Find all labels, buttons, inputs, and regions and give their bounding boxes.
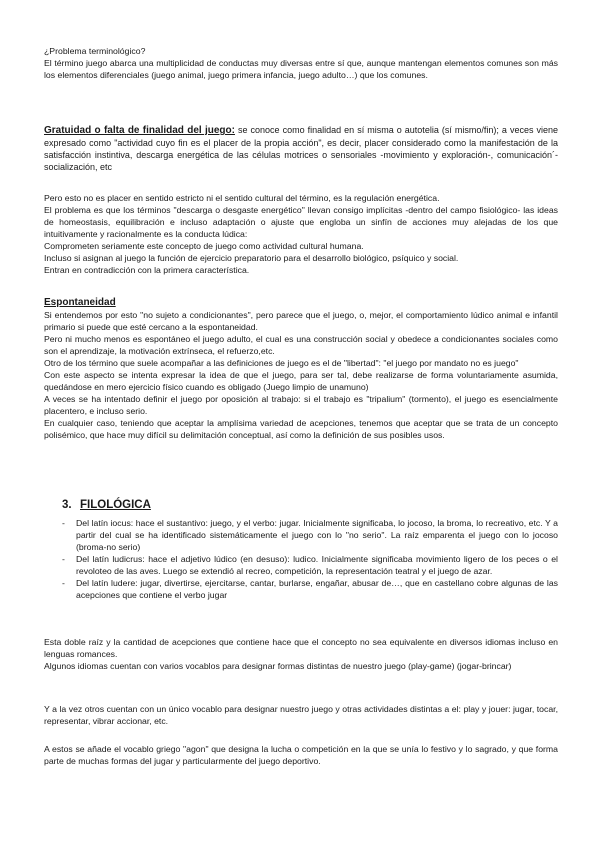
play-paragraph-block (44, 703, 558, 727)
gratuidad-text: se conoce como finalidad en sí misma o autotelia (sí mismo/fin); a veces viene expresado como "actividad cuyo fin es el placer de la propia acción", es decir, placer considerado como la manifestación de la satisfacción instintiva, descarga energética de las células motrices o sensoriales -movimiento y exploración-, comunicación´-socialización, etc (44, 125, 558, 172)
list-item-text: Del latín iocus: hace el sustantivo: juego, y el verbo: jugar. Inicialmente significaba, lo jocoso, la broma, lo recreativo, etc. Y a partir del cual se ha identificado sistemáticamente el juego con lo "no serio". La raíz emparenta el juego con lo jocoso (broma-no serio) (76, 518, 558, 552)
espontaneidad-paragraph-3: Otro de los término que suele acompañar a las definiciones de juego es el de "libertad": "el juego por mandato no es juego" (44, 358, 519, 368)
intro-section (44, 45, 558, 81)
gratuidad-paragraph-1: Pero esto no es placer en sentido estricto ni el sentido cultural del término, es la regulación energética. (44, 193, 440, 203)
section-number: 3. (62, 499, 72, 511)
dash-bullet: - (62, 578, 65, 588)
espontaneidad-paragraph-2: Pero ni mucho menos es espontáneo el juego adulto, el cual es una construcción social y obedece a condicionantes sociales como son el aprendizaje, la motivación extrínseca, el refuerzo,etc. (44, 334, 558, 356)
espontaneidad-paragraph-6: En cualquier caso, teniendo que aceptar la amplísima variedad de acepciones, tenemos que aceptar que se trata de un concepto polisémico, que hace muy difícil su delimitación conceptual, así como la definición de sus posibles usos. (44, 418, 558, 440)
agon-paragraph: A estos se añade el vocablo griego "agon" que designa la lucha o competición en la que se unía lo festivo y lo sagrado, y que forma parte de muchas formas del jugar y particularmente del juego deportivo. (44, 744, 558, 766)
espontaneidad-paragraph-5: A veces se ha intentado definir el juego por oposición al trabajo: si el trabajo es "tripalium" (tormento), el juego es esencialmente placentero, e incluso serio. (44, 394, 558, 416)
gratuidad-paragraph-5: Entran en contradicción con la primera característica. (44, 265, 250, 275)
play-paragraph: Y a la vez otros cuentan con un único vocablo para designar nuestro juego y otras actividades distintas a el: play y jouer: jugar, tocar, representar, vibrar accionar, etc. (44, 704, 558, 726)
espontaneidad-section (44, 296, 558, 441)
list-item-text: Del latín ludicrus: hace el adjetivo lúdico (en desuso): ludico. Inicialmente significaba movimiento ligero de los peces o el revoloteo de las aves. Luego se extendió al recreo, competición, la representación teatral y el juego de azar. (76, 554, 558, 576)
filologica-after (44, 636, 558, 672)
filologica-heading (62, 499, 151, 511)
gratuidad-section (44, 124, 558, 173)
filologica-paragraph-2: Algunos idiomas cuentan con varios vocablos para designar formas distintas de nuestro juego (play-game) (jogar-brincar) (44, 661, 512, 671)
agon-paragraph-block (44, 743, 558, 767)
gratuidad-paragraph-2: El problema es que los términos "descarga o desgaste energético" llevan consigo implícitas -dentro del campo fisiológico- las ideas de homeostasis, equilibración e incluso adaptación o ajuste que engloba un sinfín de acciones muy alejadas de los que intuitivamente y racionalmente es la conducta lúdica: (44, 205, 558, 239)
list-item-text: Del latín ludere: jugar, divertirse, ejercitarse, cantar, burlarse, engañar, abusar de…, que en castellano cobre algunas de las acepciones que contiene el verbo jugar (76, 578, 558, 600)
intro-question: ¿Problema terminológico? (44, 46, 146, 56)
list-item (44, 577, 558, 601)
gratuidad-heading: Gratuidad o falta de finalidad del juego: (44, 125, 235, 136)
filologica-paragraph-1: Esta doble raíz y la cantidad de acepciones que contiene hace que el concepto no sea equivalente en diversos idiomas incluso en lenguas romances. (44, 637, 558, 659)
dash-bullet: - (62, 554, 65, 564)
espontaneidad-heading-line (44, 296, 558, 309)
filologica-list-block (44, 517, 558, 601)
dash-bullet: - (62, 518, 65, 528)
section-title: FILOLÓGICA (80, 499, 151, 511)
espontaneidad-paragraph-4: Con este aspecto se intenta expresar la idea de que el juego, para ser tal, debe realizarse de forma voluntariamente asumida, quedándose en mero ejercicio físico cuando es obligado (Juego limpio de unamuno) (44, 370, 558, 392)
gratuidad-paragraph-4: Incluso si asignan al juego la función de ejercicio preparatorio para el desarrollo biológico, psíquico y social. (44, 253, 459, 263)
intro-paragraph: El término juego abarca una multiplicidad de conductas muy diversas entre sí que, aunque mantengan elementos comunes son más los elementos diferenciales (juego animal, juego primera infancia, juego adulto…) que los comunes. (44, 58, 558, 80)
espontaneidad-paragraph-1: Si entendemos por esto "no sujeto a condicionantes", pero parece que el juego, o, mejor, el comportamiento lúdico animal e infantil primario si puede que esté cercano a la espontaneidad. (44, 310, 558, 332)
etymology-list (44, 517, 558, 601)
list-item (44, 553, 558, 577)
espontaneidad-heading: Espontaneidad (44, 297, 116, 308)
gratuidad-notes (44, 192, 558, 276)
gratuidad-paragraph-3: Comprometen seriamente este concepto de juego como actividad cultural humana. (44, 241, 364, 251)
gratuidad-paragraph (44, 124, 558, 173)
list-item (44, 517, 558, 553)
